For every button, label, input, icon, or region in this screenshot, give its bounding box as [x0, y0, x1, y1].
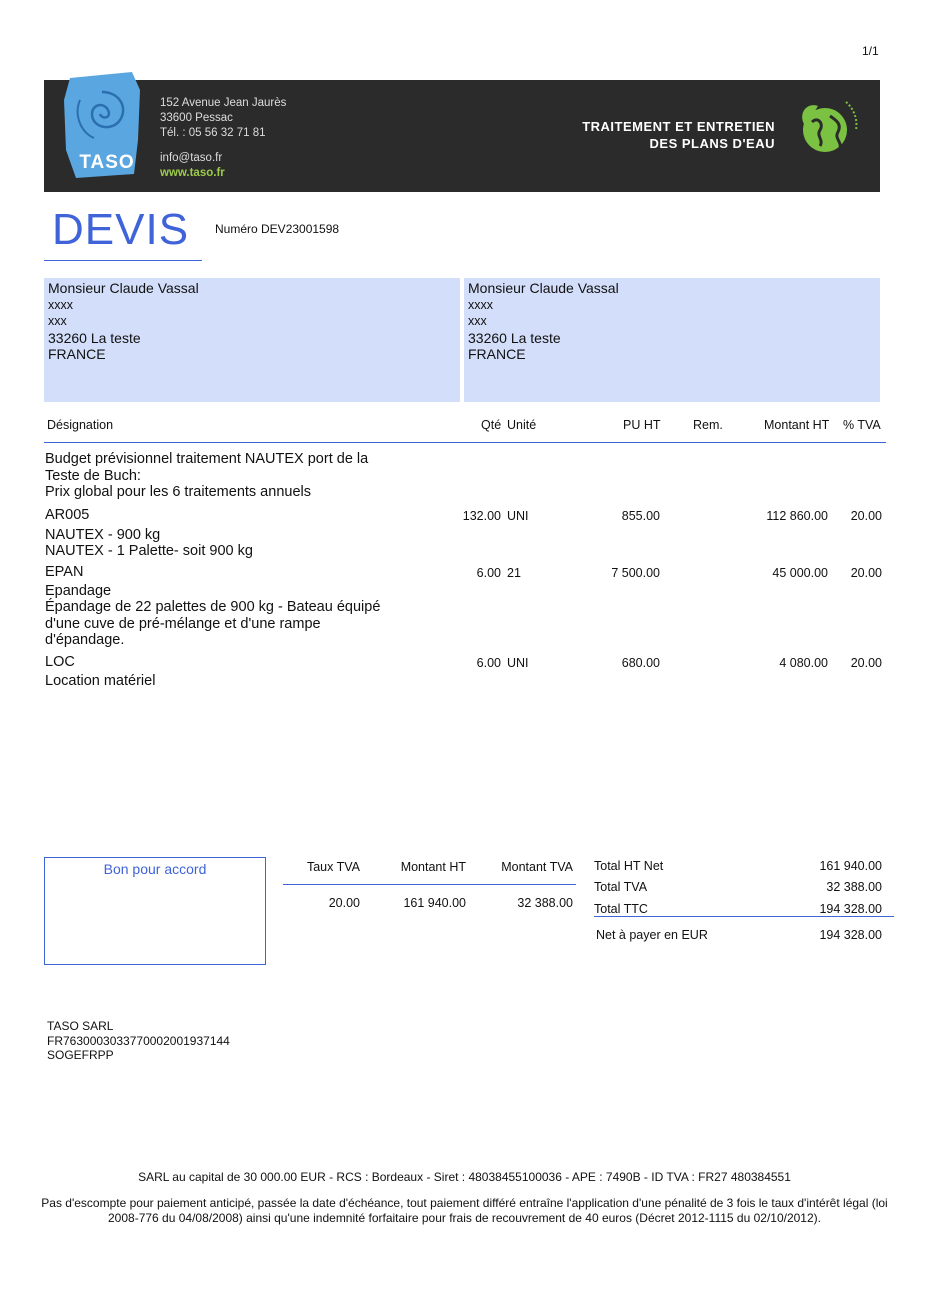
total-tva-label: Total TVA	[594, 880, 648, 894]
shipping-address	[464, 278, 880, 402]
net-to-pay-label: Net à payer en EUR	[596, 928, 708, 942]
intro-line: Teste de Buch:	[45, 467, 141, 484]
item-code: AR005	[45, 507, 90, 523]
item-description: NAUTEX - 900 kg	[45, 526, 161, 543]
col-designation: Désignation	[47, 418, 114, 432]
bank-bic: SOGEFRPP	[47, 1048, 114, 1062]
vat-base: 161 940.00	[403, 896, 466, 910]
earth-leaf-icon	[790, 94, 860, 164]
document-title: DEVIS	[52, 205, 190, 254]
row-qty: 132.00	[462, 509, 501, 523]
row-tva: 20.00	[850, 509, 882, 523]
phone: Tél. : 05 56 32 71 81	[160, 127, 266, 139]
shipping-name: Monsieur Claude Vassal	[468, 280, 619, 296]
intro-line: Budget prévisionnel traitement NAUTEX port de la	[45, 451, 369, 467]
row-pu-ht: 855.00	[621, 509, 660, 523]
intro-text	[45, 451, 368, 501]
item-description: Epandage	[45, 582, 112, 599]
vat-rate: 20.00	[328, 896, 360, 910]
item-description: Épandage de 22 palettes de 900 kg - Bateau équipé	[45, 599, 381, 615]
row-qty: 6.00	[476, 566, 501, 580]
total-ttc-label: Total TTC	[594, 902, 648, 916]
row-pu-ht: 7 500.00	[611, 566, 660, 580]
col-montant-ht: Montant HT	[764, 418, 830, 432]
approval-box[interactable]	[44, 857, 266, 965]
row-pu-ht: 680.00	[621, 656, 660, 670]
slogan-line1: TRAITEMENT ET ENTRETIEN	[582, 119, 775, 134]
website: www.taso.fr	[160, 167, 225, 179]
slogan-line2: DES PLANS D'EAU	[649, 136, 775, 151]
vat-amount-header: Montant TVA	[501, 860, 573, 874]
header-banner	[44, 80, 880, 192]
intro-line: Prix global pour les 6 traitements annuels	[45, 484, 311, 500]
bank-iban: FR7630003033770002001937144	[47, 1033, 230, 1048]
item-description: d'épandage.	[45, 632, 125, 648]
row-unit: UNI	[507, 509, 529, 523]
billing-name: Monsieur Claude Vassal	[48, 280, 199, 296]
item-code: EPAN	[45, 564, 84, 580]
row-unit: UNI	[507, 656, 529, 670]
row-qty: 6.00	[476, 656, 501, 670]
vat-summary-divider	[283, 884, 576, 885]
address-line1: 152 Avenue Jean Jaurès	[160, 97, 287, 109]
approval-label: Bon pour accord	[103, 861, 207, 877]
slogan	[582, 118, 775, 152]
shipping-country: FRANCE	[468, 346, 526, 362]
bank-details	[47, 1019, 230, 1063]
row-montant-ht: 45 000.00	[772, 566, 828, 580]
shipping-city: 33260 La teste	[468, 329, 561, 346]
billing-country: FRANCE	[48, 346, 106, 362]
vat-amount: 32 388.00	[517, 896, 573, 910]
billing-line1: xxxx	[48, 297, 73, 312]
company-legal-info: SARL au capital de 30 000.00 EUR - RCS : Bordeaux - Siret : 48038455100036 - APE : 7490B - ID TVA : FR27 480384551	[138, 1170, 791, 1184]
item-description: NAUTEX - 1 Palette- soit 900 kg	[45, 543, 253, 559]
col-qty: Qté	[481, 418, 502, 432]
table-row	[45, 564, 380, 649]
row-montant-ht: 112 860.00	[766, 509, 828, 523]
address-line2: 33600 Pessac	[160, 112, 233, 124]
item-code: LOC	[45, 654, 75, 670]
net-to-pay-value: 194 328.00	[819, 928, 882, 942]
table-header	[44, 416, 886, 443]
row-unit: 21	[507, 566, 521, 580]
document-number: Numéro DEV23001598	[215, 222, 340, 236]
shipping-line2: xxx	[468, 314, 487, 328]
vat-rate-header: Taux TVA	[306, 860, 360, 874]
billing-line2: xxx	[48, 314, 67, 328]
row-montant-ht: 4 080.00	[779, 656, 828, 670]
totals-divider	[594, 916, 894, 917]
company-address	[160, 96, 286, 181]
total-ht-value: 161 940.00	[819, 859, 882, 873]
total-ttc-value: 194 328.00	[819, 902, 882, 916]
bank-company: TASO SARL	[47, 1019, 114, 1033]
title-underline	[44, 260, 202, 261]
logo-text: TASO	[79, 152, 135, 173]
vat-base-header: Montant HT	[400, 860, 466, 874]
col-rem: Rem.	[693, 418, 723, 432]
total-ht-label: Total HT Net	[594, 859, 664, 873]
table-row	[45, 507, 253, 560]
col-tva: % TVA	[843, 418, 881, 432]
billing-address	[44, 278, 460, 402]
table-row	[45, 654, 155, 689]
page-number: 1/1	[862, 44, 879, 58]
row-tva: 20.00	[850, 656, 882, 670]
billing-city: 33260 La teste	[48, 329, 141, 346]
total-tva-value: 32 388.00	[826, 880, 882, 894]
shipping-line1: xxxx	[468, 297, 493, 312]
col-unit: Unité	[507, 418, 537, 432]
row-tva: 20.00	[850, 566, 882, 580]
item-description: d'une cuve de pré-mélange et d'une rampe	[45, 615, 321, 632]
item-description: Location matériel	[45, 672, 156, 689]
col-pu-ht: PU HT	[623, 418, 661, 432]
email: info@taso.fr	[160, 152, 223, 164]
payment-terms: Pas d'escompte pour paiement anticipé, passée la date d'échéance, tout paiement différé entraîne l'application d'une pénalité de 3 fois le taux d'intérêt légal (loi 2008-776 du 04/08/2008) ainsi qu'une indemnité forfaitaire pour frais de recouvrement de 40 euros (Décret 2012-1115 du 02/10/2012).	[41, 1196, 888, 1225]
